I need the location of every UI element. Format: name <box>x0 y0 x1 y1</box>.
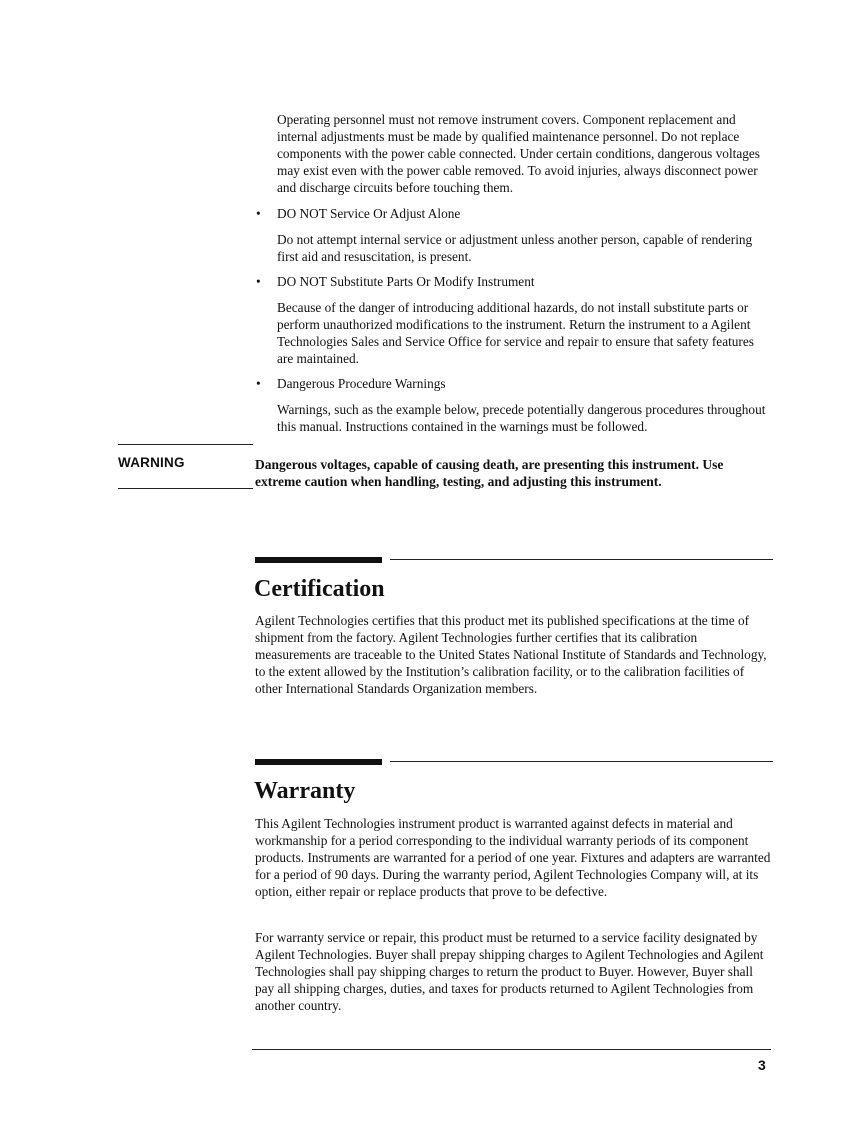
certification-heading-bar <box>255 557 382 563</box>
bullet-marker: • <box>256 206 261 221</box>
certification-title: Certification <box>254 576 385 602</box>
bullet-marker: • <box>256 376 261 391</box>
certification-body: Agilent Technologies certifies that this product met its published specifications at the time of shipment from the factory. Agilent Technologies further certifies that its calibration measurements are traceable to the United States National Institute of Standards and Technology, to the extent allowed by the Institution’s calibration facility, or to the calibration facilities of other International Standards Organization members. <box>255 613 767 696</box>
footer-rule <box>252 1049 771 1050</box>
bullet-body-service-alone: Do not attempt internal service or adjustment unless another person, capable of rendering first aid and resuscitation, is present. <box>277 232 753 264</box>
warranty-paragraph-1: This Agilent Technologies instrument product is warranted against defects in material and workmanship for a period corresponding to the individual warranty periods of its component products. Instruments are warranted for a period of one year. Fixtures and adapters are warranted for a period of 90 days. During the warranty period, Agilent Technologies Company will, at its option, either repair or replace products that prove to be defective. <box>255 816 771 899</box>
bullet-body-procedure-warnings: Warnings, such as the example below, precede potentially dangerous procedures throughout this manual. Instructions contained in the warnings must be followed. <box>277 402 766 434</box>
warning-text: Dangerous voltages, capable of causing death, are presenting this instrument. Use extreme caution when handling, testing, and adjusting this instrument. <box>255 457 724 489</box>
warning-top-rule <box>118 444 253 445</box>
safety-intro-paragraph: Operating personnel must not remove instrument covers. Component replacement and internal adjustments must be made by qualified maintenance personnel. Do not replace components with the power cable connected. Under certain conditions, dangerous voltages may exist even with the power cable removed. To avoid injuries, always disconnect power and discharge circuits before touching them. <box>277 112 760 195</box>
warranty-title: Warranty <box>254 778 356 804</box>
warranty-paragraph-2: For warranty service or repair, this product must be returned to a service facility designated by Agilent Technologies. Buyer shall prepay shipping charges to Agilent Technologies and Agilent Technologies shall pay shipping charges to return the product to Buyer. However, Buyer shall pay all shipping charges, duties, and taxes for products returned to Agilent Technologies from another country. <box>255 930 764 1013</box>
bullet-body-substitute-parts: Because of the danger of introducing additional hazards, do not install substitute parts or perform unauthorized modifications to the instrument. Return the instrument to a Agilent Technologies Sales and Service Office for service and repair to ensure that safety features are maintained. <box>277 300 754 366</box>
bullet-title-service-alone: DO NOT Service Or Adjust Alone <box>277 206 461 221</box>
warning-label: WARNING <box>118 455 185 470</box>
page-number: 3 <box>758 1057 766 1073</box>
bullet-title-procedure-warnings: Dangerous Procedure Warnings <box>277 376 446 391</box>
warranty-heading-bar <box>255 759 382 765</box>
warranty-heading-line <box>390 761 773 762</box>
bullet-title-substitute-parts: DO NOT Substitute Parts Or Modify Instrument <box>277 274 535 289</box>
warning-bottom-rule <box>118 488 253 489</box>
bullet-marker: • <box>256 274 261 289</box>
certification-heading-line <box>390 559 773 560</box>
